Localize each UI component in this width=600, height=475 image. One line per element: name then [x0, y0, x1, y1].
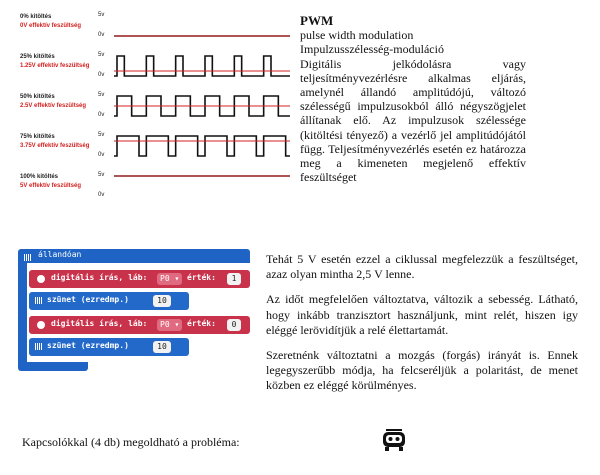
pwm-effective-label: 5V effektív feszültség	[20, 183, 82, 189]
pin-dropdown[interactable]: P0 ▾	[157, 319, 182, 331]
pwm-subtitle-en: pulse width modulation	[300, 28, 414, 43]
pwm-waveform	[114, 172, 290, 202]
pwm-effective-label: 2.5V effektív feszültség	[20, 103, 87, 109]
pwm-signal-line	[114, 56, 290, 76]
pwm-title: PWM	[300, 13, 334, 28]
pwm-row	[20, 170, 292, 210]
pin-icon	[37, 275, 45, 283]
pwm-waveform	[114, 52, 290, 82]
forever-block-side	[18, 263, 27, 363]
pwm-subtitle-hu: Impulzusszélesség-moduláció	[300, 42, 444, 57]
digital-write-block[interactable]	[29, 316, 250, 334]
robot-icon	[381, 429, 407, 451]
pause-field[interactable]: 10	[153, 295, 171, 307]
pause-label: szünet (ezredmp.)	[47, 341, 129, 350]
pwm-effective-label: 1.25V effektív feszültség	[20, 63, 90, 69]
pause-field[interactable]: 10	[153, 341, 171, 353]
pwm-effective-label: 3.75V effektív feszültség	[20, 143, 90, 149]
paragraph: Az időt megfelelően változtatva, változik a sebesség. Látható, hogy inkább tranzisztort használjunk, mint relét, hiszen igy eléggé lerövidítjük a relé élettartamát.	[266, 292, 578, 337]
pwm-low-voltage: 0v	[98, 152, 105, 158]
pwm-low-voltage: 0v	[98, 192, 105, 198]
digital-write-label: digitális írás, láb:	[51, 319, 148, 328]
pwm-signal-line	[114, 136, 290, 156]
pwm-text	[300, 14, 526, 184]
pwm-high-voltage: 5v	[98, 92, 105, 98]
pwm-effective-label: 0V effektív feszültség	[20, 23, 82, 29]
value-label: érték:	[187, 273, 216, 282]
pwm-duty-label: 100% kitöltés	[20, 174, 59, 180]
pause-grid-icon	[35, 343, 42, 350]
pwm-duty-label: 25% kitöltés	[20, 54, 55, 60]
pwm-row	[20, 50, 292, 90]
pwm-duty-label: 50% kitöltés	[20, 94, 55, 100]
pause-label: szünet (ezredmp.)	[47, 295, 129, 304]
paragraph: Tehát 5 V esetén ezzel a ciklussal megfelezzük a feszültséget, azaz olyan mintha 2,5 V lenne.	[266, 252, 578, 282]
pwm-row	[20, 10, 292, 50]
pwm-low-voltage: 0v	[98, 32, 105, 38]
pwm-high-voltage: 5v	[98, 52, 105, 58]
digital-write-label: digitális írás, láb:	[51, 273, 148, 282]
digital-write-block[interactable]	[29, 270, 250, 288]
pwm-duty-label: 0% kitöltés	[20, 14, 52, 20]
pwm-waveform	[114, 12, 290, 42]
forever-block-bottom	[18, 362, 88, 371]
value-field[interactable]: 1	[227, 273, 241, 285]
pin-icon	[37, 321, 45, 329]
pwm-description: Digitális jelkódolásra vagy teljesítményvezérlésre alkalmas eljárás, amelynél állandó amplitúdójú, változó szélességű impulzusokból álló négyszögjelet állítanak elő. Az impulzusok szélessége (kitöltési tényező) a vezérlő jel amplitúdójától függ. Teljesítményvezérlés esetén ez határozza meg a kimeneten megjelenő effektív feszültséget	[300, 56, 526, 185]
forever-label: állandóan	[38, 250, 82, 259]
pwm-high-voltage: 5v	[98, 132, 105, 138]
pwm-duty-label: 75% kitöltés	[20, 134, 55, 140]
loop-grid-icon	[24, 254, 31, 261]
pwm-high-voltage: 5v	[98, 172, 105, 178]
pwm-waveform	[114, 92, 290, 122]
pwm-row	[20, 90, 292, 130]
blocks-program	[18, 249, 250, 371]
pause-grid-icon	[35, 297, 42, 304]
pwm-high-voltage: 5v	[98, 12, 105, 18]
pwm-low-voltage: 0v	[98, 112, 105, 118]
pause-block[interactable]	[29, 338, 189, 356]
value-field[interactable]: 0	[227, 319, 241, 331]
pwm-row	[20, 130, 292, 170]
right-text	[266, 252, 578, 404]
pwm-low-voltage: 0v	[98, 72, 105, 78]
pwm-waveform	[114, 132, 290, 162]
pin-dropdown[interactable]: P0 ▾	[157, 273, 182, 285]
value-label: érték:	[187, 319, 216, 328]
bottom-text: Kapcsolókkal (4 db) megoldható a probléma:	[22, 435, 240, 449]
pwm-figure	[20, 10, 292, 210]
paragraph: Szeretnénk változtatni a mozgás (forgás) irányát is. Ennek legegyszerűbb módja, ha felcseréljük a polaritást, de menet közben ez eléggé körülményes.	[266, 348, 578, 393]
pause-block[interactable]	[29, 292, 189, 310]
forever-block[interactable]	[18, 249, 250, 263]
